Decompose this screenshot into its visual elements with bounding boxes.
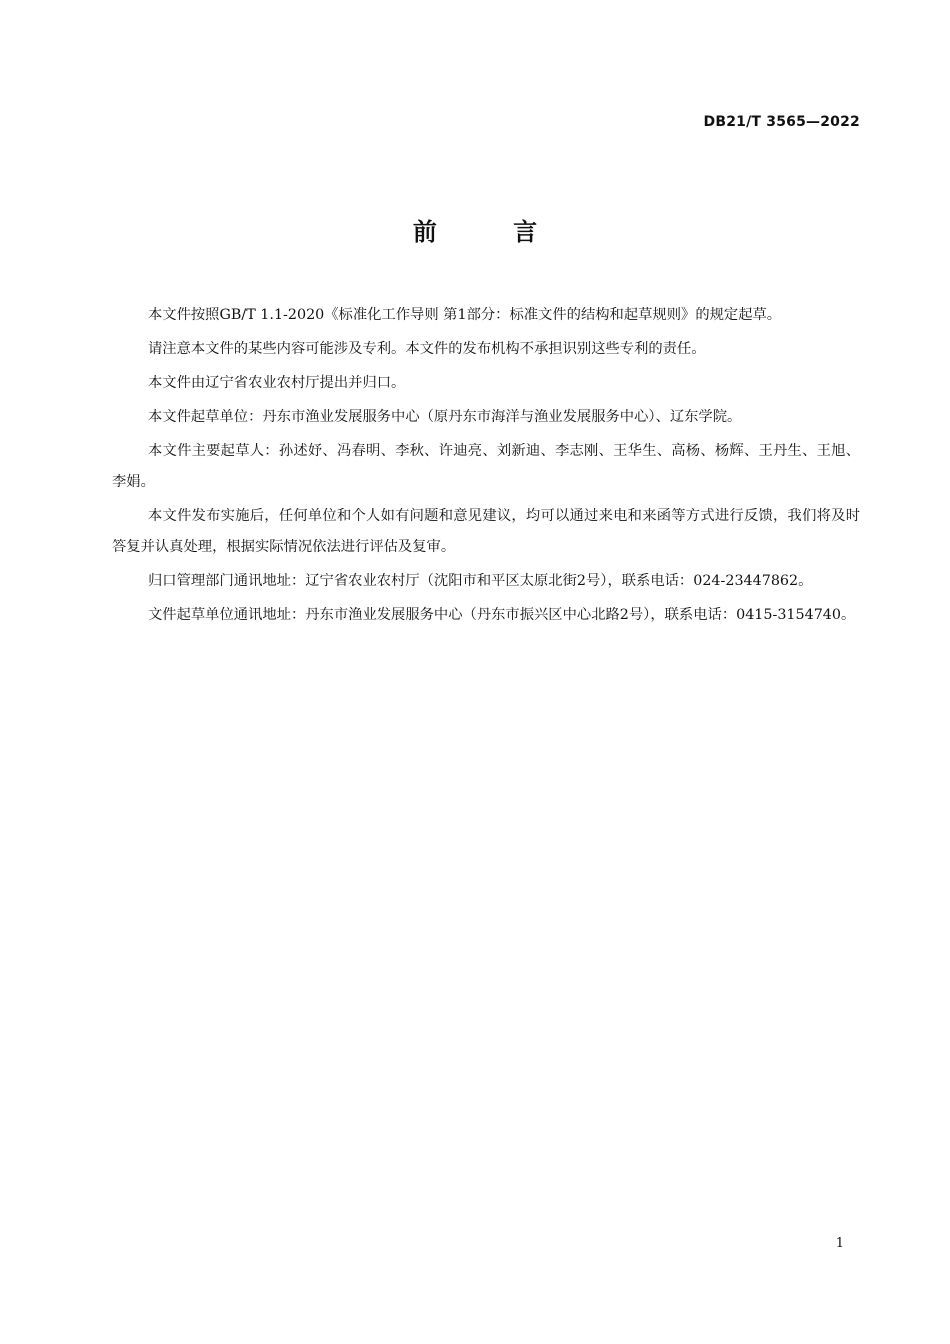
paragraph-patent-notice: 请注意本文件的某些内容可能涉及专利。本文件的发布机构不承担识别这些专利的责任。 (148, 341, 706, 357)
paragraph-drafters: 本文件主要起草人：孙述妤、冯春明、李秋、许迪亮、刘新迪、李志刚、王华生、高杨、杨辉、王丹生、王旭、李娟。 (112, 443, 860, 490)
paragraph-proposer: 本文件由辽宁省农业农村厅提出并归口。 (148, 375, 406, 391)
paragraph-drafter-address: 文件起草单位通讯地址：丹东市渔业发展服务中心（丹东市振兴区中心北路2号），联系电话：0415-3154740。 (148, 607, 856, 623)
paragraph-feedback: 本文件发布实施后，任何单位和个人如有问题和意见建议，均可以通过来电和来函等方式进行反馈，我们将及时答复并认真处理，根据实际情况依法进行评估及复审。 (112, 508, 860, 555)
foreword-body (112, 300, 860, 634)
paragraph-drafting-units: 本文件起草单位：丹东市渔业发展服务中心（原丹东市海洋与渔业发展服务中心）、辽东学院。 (148, 409, 742, 425)
page-number: 1 (835, 1236, 844, 1251)
page-title: 前 言 (412, 218, 572, 246)
standard-code: DB21/T 3565—2022 (703, 114, 860, 130)
paragraph-admin-address: 归口管理部门通讯地址：辽宁省农业农村厅（沈阳市和平区太原北街2号），联系电话：024-23447862。 (148, 573, 813, 589)
paragraph-drafting-rules: 本文件按照GB/T 1.1-2020《标准化工作导则 第1部分：标准文件的结构和起草规则》的规定起草。 (148, 307, 782, 323)
